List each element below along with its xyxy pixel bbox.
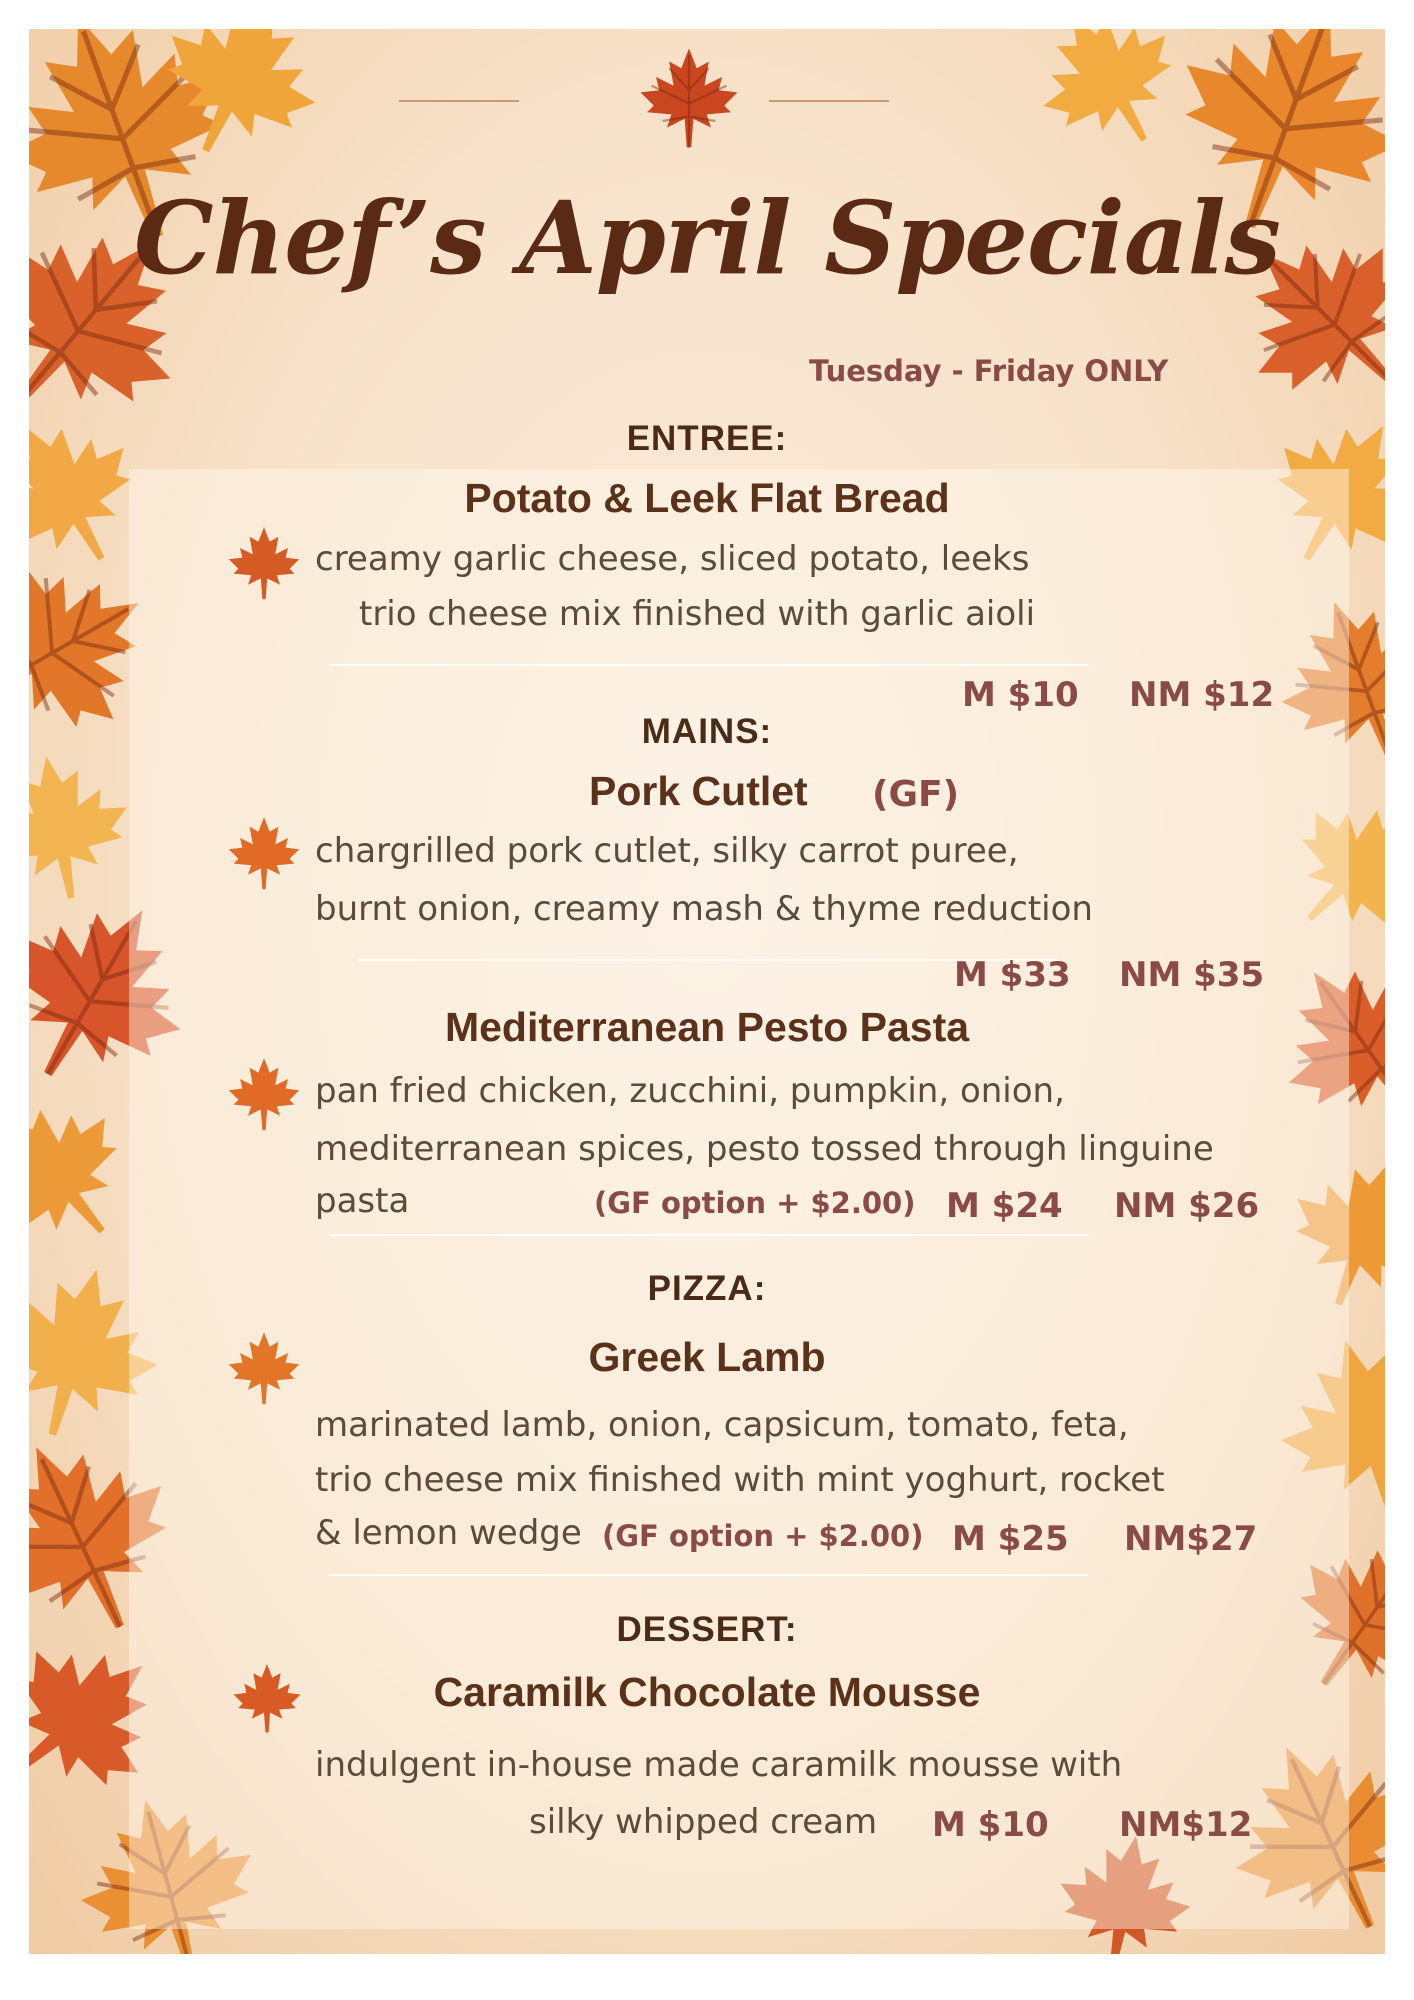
price-non-member: NM $12 <box>1129 675 1275 715</box>
price-non-member: NM $26 <box>1114 1186 1260 1226</box>
dish-name: Potato & Leek Flat Bread <box>464 475 950 521</box>
ornament-line-left <box>399 100 519 102</box>
dish-name: Mediterranean Pesto Pasta <box>444 1004 970 1050</box>
maple-leaf-icon <box>149 29 329 169</box>
dish-description: creamy garlic cheese, sliced potato, leeks <box>315 539 1030 579</box>
maple-leaf-icon <box>224 814 304 894</box>
dish-description: mediterranean spices, pesto tossed through linguine <box>315 1129 1214 1169</box>
divider <box>329 664 1089 666</box>
maple-leaf-icon <box>629 49 749 159</box>
price-member: M $25 <box>952 1519 1069 1559</box>
divider <box>329 1234 1089 1236</box>
section-heading-mains: MAINS: <box>641 712 773 751</box>
dish-description: trio cheese mix finished with garlic aioli <box>359 594 1036 634</box>
dish-description: pasta <box>315 1181 410 1221</box>
price-member: M $10 <box>932 1805 1049 1845</box>
price-non-member: NM$27 <box>1124 1519 1258 1559</box>
dish-description: trio cheese mix finished with mint yoghurt, rocket <box>315 1460 1165 1500</box>
maple-leaf-icon <box>224 1055 304 1135</box>
maple-leaf-icon <box>29 1089 139 1259</box>
section-heading-dessert: DESSERT: <box>616 1610 798 1649</box>
price-non-member: NM$12 <box>1119 1805 1253 1845</box>
ornament-line-right <box>769 100 889 102</box>
menu-poster <box>29 29 1385 1954</box>
gluten-free-tag: (GF) <box>872 774 960 815</box>
section-heading-pizza: PIZZA: <box>647 1269 767 1308</box>
dish-description: silky whipped cream <box>529 1802 878 1842</box>
dish-description: pan fried chicken, zucchini, pumpkin, onion, <box>315 1071 1065 1111</box>
divider <box>329 1574 1089 1576</box>
dish-name: Pork Cutlet <box>589 768 808 814</box>
price-member: M $10 <box>962 675 1079 715</box>
availability-note: Tuesday - Friday ONLY <box>809 354 1169 388</box>
dish-description: indulgent in-house made caramilk mousse with <box>315 1745 1123 1785</box>
dish-name: Greek Lamb <box>588 1334 826 1380</box>
price-member: M $33 <box>954 955 1071 995</box>
maple-leaf-icon <box>29 749 139 909</box>
dish-description: chargrilled pork cutlet, silky carrot puree, <box>315 831 1019 871</box>
dish-description: burnt onion, creamy mash & thyme reduction <box>315 889 1093 929</box>
maple-leaf-icon <box>224 524 304 604</box>
price-member: M $24 <box>946 1186 1063 1226</box>
dish-name: Caramilk Chocolate Mousse <box>433 1669 981 1715</box>
page-title: Chef’s April Specials <box>134 179 1280 297</box>
section-heading-entree: ENTREE: <box>626 419 788 458</box>
maple-leaf-icon <box>1029 29 1189 159</box>
gf-option-note: (GF option + $2.00) <box>594 1186 916 1220</box>
price-non-member: NM $35 <box>1119 955 1265 995</box>
dish-description: marinated lamb, onion, capsicum, tomato, feta, <box>315 1405 1129 1445</box>
dish-description: & lemon wedge <box>315 1513 582 1553</box>
gf-option-note: (GF option + $2.00) <box>602 1519 924 1553</box>
